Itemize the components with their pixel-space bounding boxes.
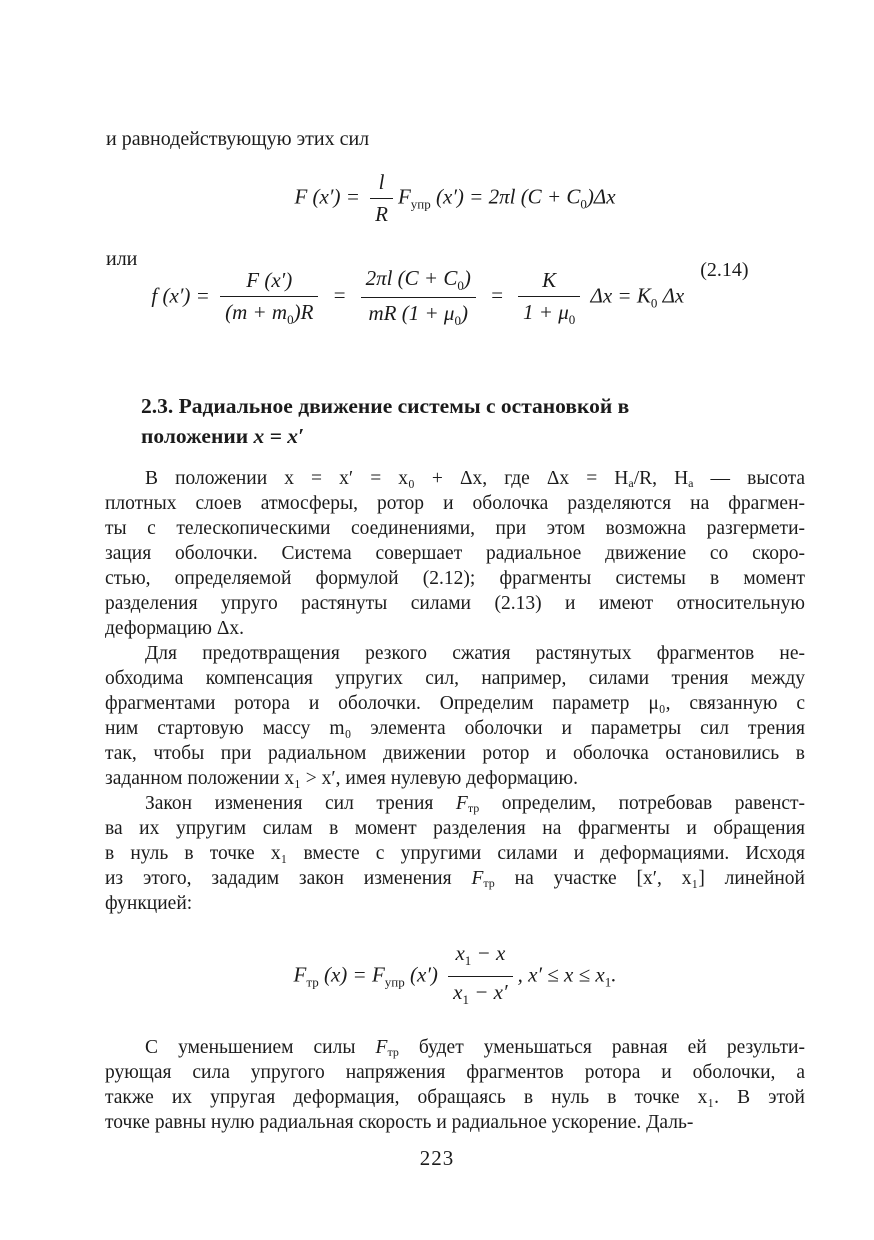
fraction [448,941,512,1012]
math-text: F (x′) = [294,184,366,209]
text-line [105,866,805,891]
text-line: в нуль в точке x₁ вместе с упругими силами и деформациями. Исходя [105,843,805,864]
text-line: разделения упруго растянуты силами (2.13) и имеют относительную [105,593,805,614]
math-text: x [455,941,465,965]
math-text: mR (1 + μ [368,301,455,325]
text-line: Для предотвращения резкого сжатия растянутых фрагментов не- [145,643,805,664]
text-segment: из этого, зададим закон изменения [105,868,472,889]
fraction [370,170,393,227]
text-segment: на участке [x′, x₁] линейной [494,868,805,889]
math-text: . [611,962,617,987]
math-text: x [453,980,463,1004]
heading-line: положении [141,424,254,448]
text-line: также их упругая деформация, обращаясь в нуль в точке x₁. В этой [105,1087,805,1108]
section-heading [141,391,801,451]
heading-math: x = x′ [253,424,305,448]
math-text: )R [293,299,314,324]
text-line: заданном положении x₁ > x′, имея нулевую деформацию. [105,768,578,789]
subscript-1: 1 [604,974,612,990]
fraction [518,268,580,328]
text-line: так, чтобы при радиальном движении ротор и оболочка остановились в [105,743,805,764]
math-text: F [397,184,411,209]
subscript-1: 1 [464,953,472,968]
numerator [448,941,512,977]
fraction [361,266,476,329]
text-line [105,791,805,816]
math-text: F [293,962,307,987]
text-segment: — высота [693,468,805,489]
text-line: деформацию Δx. [105,618,244,639]
text-line [105,1035,805,1060]
subscript-0: 0 [454,313,461,328]
math-text: (x) = [318,962,372,987]
numerator: K [518,268,580,297]
subscript-0: 0 [287,311,294,327]
math-text: ) [460,301,468,325]
math-symbol-F: F [455,793,468,814]
text-line: обходима компенсация упругих сил, например, силами трения между [105,668,805,689]
subscript-upr: упр [410,196,431,212]
equals-sign: = [332,283,347,308]
text-line: фрагментами ротора и оболочки. Определим параметр μ₀, связанную с [105,693,805,714]
subscript-0: 0 [568,311,576,327]
math-symbol-F: F [375,1037,388,1058]
subscript-tr: тр [467,801,480,815]
numerator: F (x′) [220,268,318,297]
text-line: ты с телескопическими соединениями, при этом возможна разгермети- [105,518,805,539]
text-segment: /R, H [633,468,689,489]
math-text: Δx = K [585,283,651,308]
subscript-tr: тр [483,876,495,890]
math-text: , x′ ≤ x ≤ x [517,962,605,987]
math-text: − x [471,941,506,965]
denominator [448,977,512,1012]
math-symbol-F: F [471,868,484,889]
text-segment: определим, потребовав равенст- [479,793,805,814]
denominator: R [375,202,388,226]
body-text-column [105,466,805,1135]
denominator [220,297,318,328]
text-line: точке равны нулю радиальная скорость и радиальное ускорение. Даль- [105,1112,694,1133]
math-text: f (x′) = [151,283,216,308]
text-line: рующая сила упругого напряжения фрагментов ротора и оболочки, а [105,1062,805,1083]
text-line: плотных слоев атмосферы, ротор и оболочка разделяются на фрагмен- [105,493,805,514]
math-text: Δx [657,283,685,308]
equals-sign: = [489,283,505,308]
math-text: 1 + μ [523,299,569,324]
math-text: )Δx [586,184,616,209]
denominator [518,297,580,328]
connector-word: или [106,248,138,270]
text-segment: Закон изменения сил трения [145,793,456,814]
subscript-0: 0 [580,196,587,212]
subscript-upr: упр [384,974,405,990]
text-segment: будет уменьшаться равная ей результи- [398,1037,805,1058]
math-text: F [371,962,385,987]
subscript-tr: тр [306,974,319,990]
equation-number: (2.14) [700,259,749,282]
text-line: функцией: [105,893,193,914]
text-line: стью, определяемой формулой (2.12); фрагменты системы в момент [105,568,805,589]
subscript-tr: тр [387,1045,399,1059]
math-text: (x′) = 2πl (C + C [430,184,581,209]
text-line: зация оболочки. Система совершает радиальное движение со скоро- [105,543,805,564]
subscript-0: 0 [650,295,658,311]
subscript-a: а [628,476,634,490]
numerator [361,266,476,298]
equation-3 [105,941,805,1012]
subscript-1: 1 [462,992,469,1007]
intro-text-line: и равнодействующую этих сил [106,128,370,150]
equation-1 [105,170,805,227]
numerator: l [370,170,393,199]
heading-line: 2.3. Радиальное движение системы с остановкой в [141,394,630,418]
text-line: ва их упругим силам в момент разделения на фрагменты и обращения [105,818,805,839]
fraction [220,268,318,328]
text-line: ним стартовую массу m₀ элемента оболочки и параметры сил трения [105,718,805,739]
math-text: − x′ [468,980,508,1004]
math-text: (m + m [225,299,288,324]
denominator [361,298,476,329]
math-text: 2πl (C + C [365,266,458,290]
math-text: ) [463,266,471,290]
subscript-a: а [688,476,694,490]
subscript-0: 0 [457,278,464,293]
math-text: (x′) [404,962,444,987]
text-segment: С уменьшением силы [145,1037,376,1058]
text-segment: В положении x = x′ = x₀ + Δx, где Δx = H [145,468,629,489]
text-line [105,466,805,491]
page-number: 223 [419,1146,455,1170]
